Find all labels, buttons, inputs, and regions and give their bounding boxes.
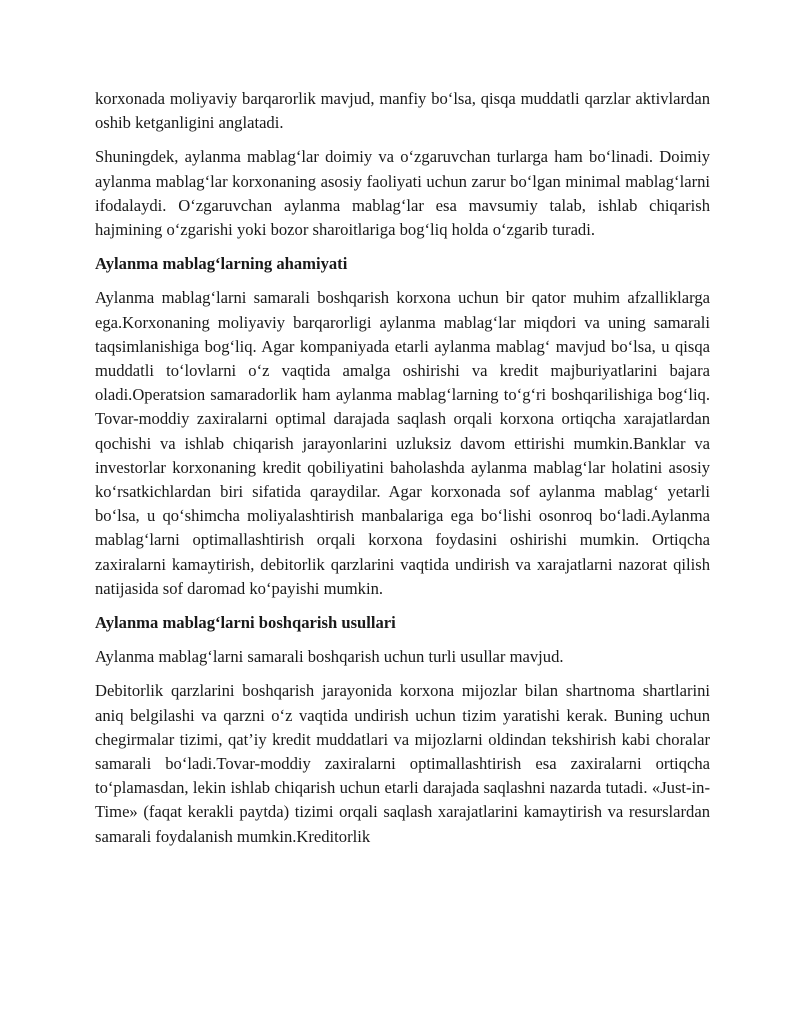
paragraph-methods-intro: Aylanma mablag‘larni samarali boshqarish uchun turli usullar mavjud. bbox=[95, 647, 564, 667]
paragraph-importance: Aylanma mablag‘larni samarali boshqarish korxona uchun bir qator muhim afzalliklarga ega.Korxonaning moliyaviy barqarorligi aylanma mablag‘lar miqdori va uning samarali taqsimlanishiga bog‘liq. Agar kompaniyada etarli aylanma mablag‘ mavjud bo‘lsa, u qisqa muddatli to‘lovlarni o‘z vaqtida amalga oshirishi va kredit majburiyatlarini bajara oladi.Operatsion samaradorlik ham aylanma mablag‘larning to‘g‘ri boshqarilishiga bog‘liq. Tovar-moddiy zaxiralarni optimal darajada saqlash orqali korxona ortiqcha xarajatlardan qochishi va ishlab chiqarish jarayonlarini uzluksiz davom ettirishi mumkin.Banklar va investorlar korxonaning kredit qobiliyatini baholashda aylanma mablag‘lar holatini asosiy ko‘rsatkichlardan biri sifatida qaraydilar. Agar korxonada sof aylanma mablag‘ yetarli bo‘lsa, u qo‘shimcha moliyalashtirish manbalariga ega bo‘lishi osonroq bo‘ladi.Aylanma mablag‘larni optimallashtirish orqali korxona foydasini oshirishi mumkin. Ortiqcha zaxiralarni kamaytirish, debitorlik qarzlarini vaqtida undirish va xarajatlarni nazorat qilish natijasida sof daromad ko‘payishi mumkin. bbox=[95, 288, 710, 598]
section-heading-importance: Aylanma mablag‘larning ahamiyati bbox=[95, 254, 348, 274]
paragraph-types: Shuningdek, aylanma mablag‘lar doimiy va o‘zgaruvchan turlarga ham bo‘linadi. Doimiy aylanma mablag‘lar korxonaning asosiy faoliyati uchun zarur bo‘lgan minimal mablag‘larni ifodalaydi. O‘zgaruvchan aylanma mablag‘lar esa mavsumiy talab, ishlab chiqarish hajmining o‘zgarishi yoki bozor sharoitlariga bog‘liq holda o‘zgarib turadi. bbox=[95, 147, 710, 240]
section-heading-methods: Aylanma mablag‘larni boshqarish usullari bbox=[95, 613, 396, 633]
paragraph-continuation: korxonada moliyaviy barqarorlik mavjud, manfiy bo‘lsa, qisqa muddatli qarzlar aktivlardan oshib ketganligini anglatadi. bbox=[95, 89, 710, 133]
document-page bbox=[95, 87, 710, 859]
paragraph-receivables: Debitorlik qarzlarini boshqarish jarayonida korxona mijozlar bilan shartnoma shartlarini aniq belgilashi va qarzni o‘z vaqtida undirish uchun tizim yaratishi kerak. Buning uchun chegirmalar tizimi, qat’iy kredit muddatlari va mijozlarni oldindan tekshirish kabi choralar samarali bo‘ladi.Tovar-moddiy zaxiralarni optimallashtirish esa zaxiralarni ortiqcha to‘plamasdan, lekin ishlab chiqarish uchun etarli darajada saqlashni nazarda tutadi. «Just-in-Time» (faqat kerakli paytda) tizimi orqali saqlash xarajatlarini kamaytirish va resurslardan samarali foydalanish mumkin.Kreditorlik bbox=[95, 681, 710, 846]
